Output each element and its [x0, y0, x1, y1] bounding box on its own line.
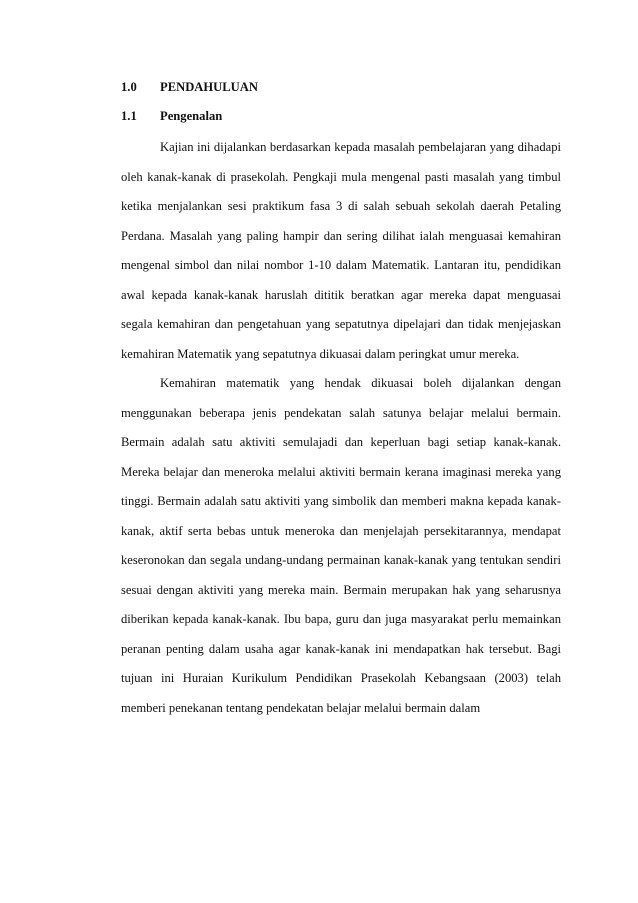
subsection-number: 1.1: [121, 109, 137, 123]
paragraph-1: Kajian ini dijalankan berdasarkan kepada masalah pembelajaran yang dihadapi oleh kanak-kanak di prasekolah. Pengkaji mula mengenal pasti masalah yang timbul ketika menjalankan sesi praktikum fasa 3 di salah sebuah sekolah daerah Petaling Perdana. Masalah yang paling hampir dan sering dilihat ialah menguasai kemahiran mengenal simbol dan nilai nombor 1-10 dalam Matematik. Lantaran itu, pendidikan awal kepada kanak-kanak haruslah dititik beratkan agar mereka dapat menguasai segala kemahiran dan pengetahuan yang sepatutnya dipelajari dan tidak menjejaskan kemahiran Matematik yang sepatutnya dikuasai dalam peringkat umur mereka.: [121, 140, 561, 361]
paragraph-2: Kemahiran matematik yang hendak dikuasai boleh dijalankan dengan menggunakan beberapa jenis pendekatan salah satunya belajar melalui bermain. Bermain adalah satu aktiviti semulajadi dan keperluan bagi setiap kanak-kanak. Mereka belajar dan meneroka melalui aktiviti bermain kerana imaginasi mereka yang tinggi. Bermain adalah satu aktiviti yang simbolik dan memberi makna kepada kanak-kanak, aktif serta bebas untuk meneroka dan menjelajah persekitarannya, mendapat keseronokan dan segala undang-undang permainan kanak-kanak yang tentukan sendiri sesuai dengan aktiviti yang mereka main. Bermain merupakan hak yang seharusnya diberikan kepada kanak-kanak. Ibu bapa, guru dan juga masyarakat perlu memainkan peranan penting dalam usaha agar kanak-kanak ini mendapatkan hak tersebut. Bagi tujuan ini Huraian Kurikulum Pendidikan Prasekolah Kebangsaan (2003) telah memberi penekanan tentang pendekatan belajar melalui bermain dalam: [121, 376, 561, 715]
section-title: PENDAHULUAN: [160, 80, 258, 94]
body-text: [121, 133, 561, 723]
subsection-heading: [121, 109, 222, 124]
section-heading: [121, 80, 258, 95]
subsection-title: Pengenalan: [160, 109, 223, 123]
section-number: 1.0: [121, 80, 137, 94]
